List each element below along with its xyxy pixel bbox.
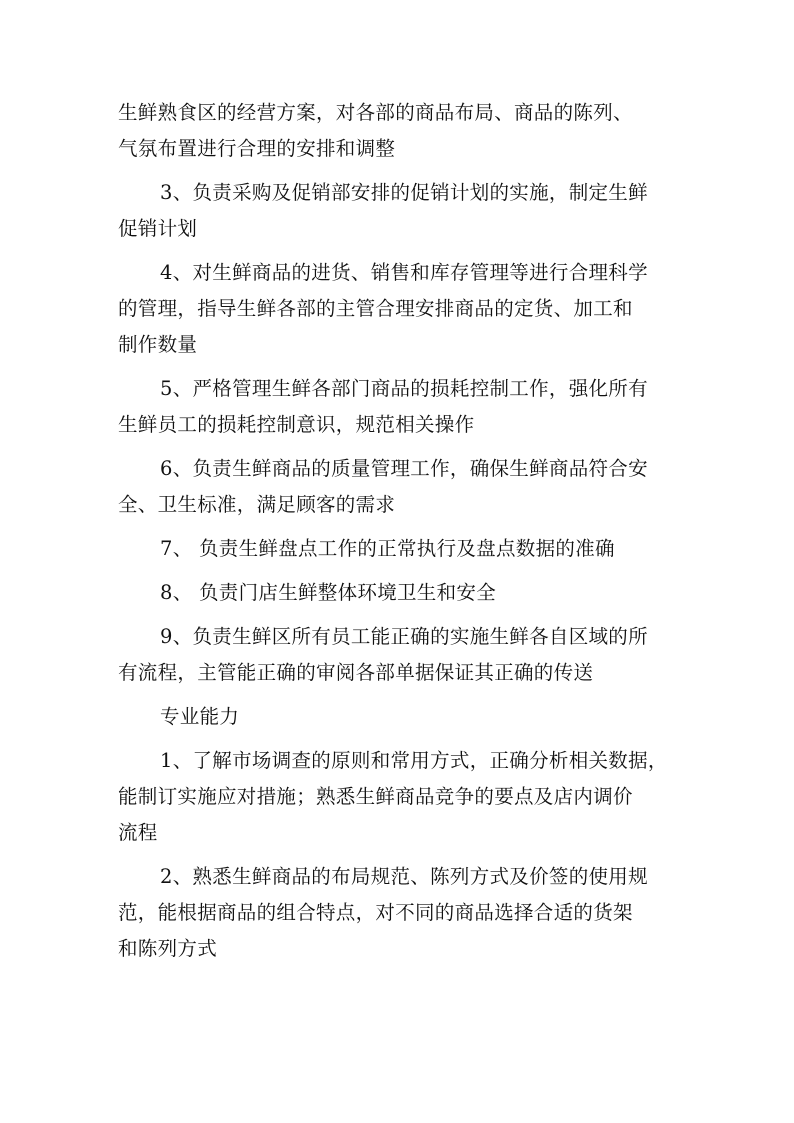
paragraph-item-6 (118, 451, 698, 523)
document-body (118, 95, 698, 975)
paragraph-ability-2 (118, 859, 698, 967)
text-line: 生鲜员工的损耗控制意识，规范相关操作 (118, 413, 475, 436)
paragraph-ability-1 (118, 743, 698, 851)
text-line: 3、负责采购及促销部安排的促销计划的实施，制定生鲜 (160, 181, 648, 204)
text-line: 范，能根据商品的组合特点，对不同的商品选择合适的货架 (118, 901, 633, 924)
section-heading: 专业能力 (160, 705, 240, 728)
text-line: 生鲜熟食区的经营方案，对各部的商品布局、商品的陈列、 (118, 101, 633, 124)
text-line: 7、 负责生鲜盘点工作的正常执行及盘点数据的准确 (160, 537, 615, 560)
paragraph-item-9 (118, 619, 698, 691)
text-line: 1、了解市场调查的原则和常用方式，正确分析相关数据， (160, 749, 668, 772)
text-line: 5、严格管理生鲜各部门商品的损耗控制工作，强化所有 (160, 377, 648, 400)
text-line: 流程 (118, 821, 158, 844)
paragraph-intro (118, 95, 698, 167)
text-line: 有流程，主管能正确的审阅各部单据保证其正确的传送 (118, 661, 594, 684)
paragraph-item-7 (118, 531, 698, 567)
text-line: 8、 负责门店生鲜整体环境卫生和安全 (160, 581, 497, 604)
text-line: 全、卫生标准，满足顾客的需求 (118, 493, 396, 516)
text-line: 和陈列方式 (118, 937, 218, 960)
paragraph-item-3 (118, 175, 698, 247)
text-line: 的管理，指导生鲜各部的主管合理安排商品的定货、加工和 (118, 297, 633, 320)
paragraph-item-8 (118, 575, 698, 611)
text-line: 2、熟悉生鲜商品的布局规范、陈列方式及价签的使用规 (160, 865, 648, 888)
text-line: 能制订实施应对措施；熟悉生鲜商品竞争的要点及店内调价 (118, 785, 633, 808)
paragraph-item-5 (118, 371, 698, 443)
text-line: 9、负责生鲜区所有员工能正确的实施生鲜各自区域的所 (160, 625, 648, 648)
text-line: 4、对生鲜商品的进货、销售和库存管理等进行合理科学 (160, 261, 648, 284)
text-line: 制作数量 (118, 333, 198, 356)
text-line: 气氛布置进行合理的安排和调整 (118, 137, 396, 160)
text-line: 促销计划 (118, 217, 198, 240)
text-line: 6、负责生鲜商品的质量管理工作，确保生鲜商品符合安 (160, 457, 648, 480)
paragraph-item-4 (118, 255, 698, 363)
